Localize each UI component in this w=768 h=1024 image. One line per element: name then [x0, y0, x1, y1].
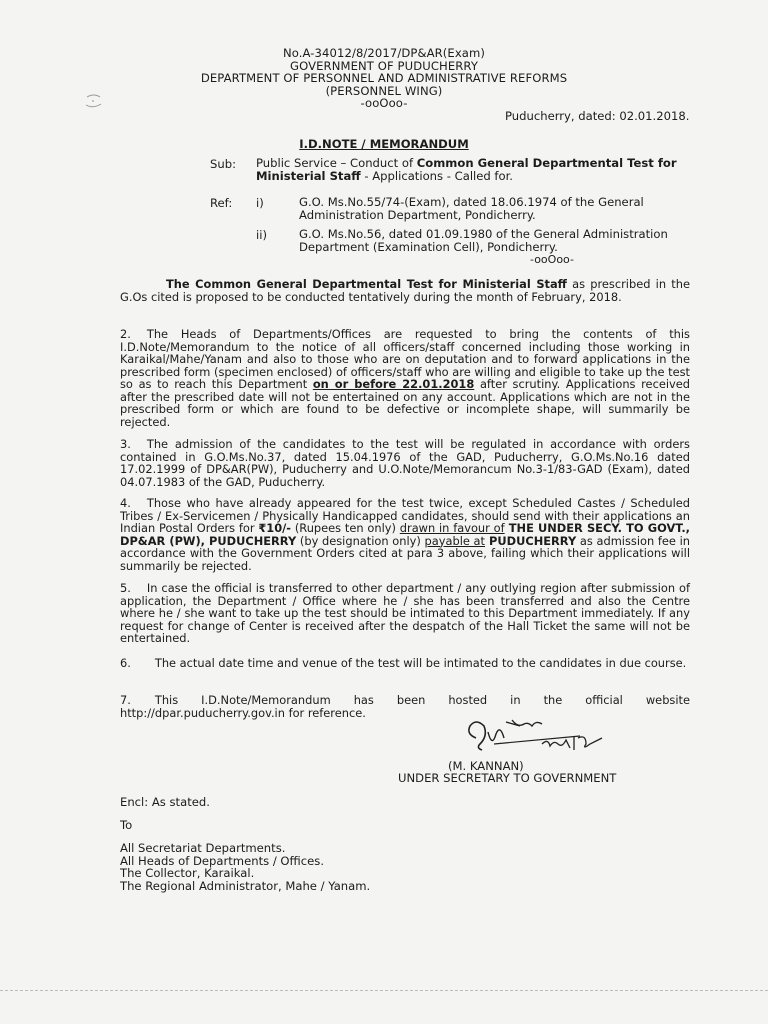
recipient-item: The Regional Administrator, Mahe / Yanam. [120, 878, 371, 893]
reference-number-2: ii) [256, 228, 267, 242]
recipient-item: All Secretariat Departments. [120, 841, 286, 855]
application-deadline: on or before 22.01.2018 [312, 377, 475, 391]
government-name: GOVERNMENT OF PUDUCHERRY [289, 58, 479, 73]
reference-label: Ref: [210, 196, 233, 210]
department-name: DEPARTMENT OF PERSONNEL AND ADMINISTRATIVE REFORMS [200, 71, 568, 86]
date-line: Puducherry, dated: 02.01.2018. [505, 109, 690, 123]
signatory-designation: UNDER SECRETARY TO GOVERNMENT [398, 771, 617, 785]
subject-title: Common General Departmental Test for Ministerial Staff [256, 156, 677, 183]
subject-label: Sub: [210, 157, 236, 171]
scan-edge-line [0, 990, 768, 992]
reference-number: No.A-34012/8/2017/DP&AR(Exam) [282, 46, 486, 60]
recipient-item: All Heads of Departments / Offices. [120, 853, 325, 868]
document-title: I.D.NOTE / MEMORANDUM [299, 137, 469, 151]
letterhead [0, 47, 768, 110]
enclosure-note: Encl: As stated. [120, 795, 210, 809]
paragraph-2: 2. The Heads of Departments/Offices are requested to bring the contents of this I.D.Note/Memorandum to the notice of all officers/staff concerned including those working in Karaikal/Mahe/Yanam and also to those who are on deputation and to forward applications in the prescribed form (specimen enclosed) of officers/staff who are willing and eligible to take up the test so as to reach this Department on or before 22.01.2018 after scrutiny. Applications received after the prescribed date will not be entertained on any account. Applications which are not in the prescribed form or which are found to be defective or incomplete shape, will summarily be rejected. [120, 327, 690, 429]
wing-name: (PERSONNEL WING) [325, 83, 443, 98]
reference-text-2: G.O. Ms.No.56, dated 01.09.1980 of the General Administration Department (Examination Cell), Pondicherry. [299, 227, 668, 254]
subject-text: Public Service – Conduct of Common General Departmental Test for Ministerial Staff - Applications - Called for. [256, 156, 677, 183]
paragraph-5: 5. In case the official is transferred to other department / any outlying region after submission of application, the Department / Office where he / she has been transferred and also the Centre where he / she want to take up the test should be intimated to this Department immediately. If any request for change of Center is received after the despatch of the Hall Ticket the same will not be entertained. [120, 581, 690, 645]
signatory-name: (M. KANNAN) [448, 759, 524, 773]
paragraph-1: The Common General Departmental Test for Ministerial Staff as prescribed in the G.Os cited is proposed to be conducted tentatively during the month of February, 2018. [120, 277, 690, 304]
header-separator: -ooOoo- [360, 96, 408, 111]
fee-amount: ₹10/- [258, 521, 292, 535]
paragraph-3: 3. The admission of the candidates to the test will be regulated in accordance with orders contained in G.O.Ms.No.37, dated 15.04.1976 of the GAD, Puducherry, G.O.Ms.No.16 dated 17.02.1999 of DP&AR(PW), Puducherry and U.O.Note/Memorancum No.3-1/83-GAD (Exam), dated 04.07.1983 of the GAD, Puducherry. [120, 437, 690, 489]
recipient-item: The Collector, Karaikal. [120, 866, 255, 881]
reference-separator: -ooOoo- [530, 253, 574, 266]
payee-name: THE UNDER SECY. TO GOVT., DP&AR (PW), PUDUCHERRY [120, 521, 691, 548]
to-label: To [120, 818, 133, 832]
recipient-list [120, 842, 370, 892]
reference-number-1: i) [256, 196, 264, 210]
handwritten-signature [462, 714, 612, 762]
reference-text-1: G.O. Ms.No.55/74-(Exam), dated 18.06.1974 of the General Administration Department, Pondicherry. [299, 195, 644, 222]
paragraph-4: 4. Those who have already appeared for the test twice, except Scheduled Castes / Scheduled Tribes / Ex-Servicemen / Physically Handicapped candidates, should send with their applications an Indian Postal Orders for ₹10/- (Rupees ten only) drawn in favour of THE UNDER SECY. TO GOVT., DP&AR (PW), PUDUCHERRY (by designation only) payable at PUDUCHERRY as admission fee in accordance with the Government Orders cited at para 3 above, failing which their applications will summarily be rejected. [120, 496, 691, 573]
paragraph-7: 7. This I.D.Note/Memorandum has been hosted in the official website http://dpar.puducherry.gov.in for reference. [120, 693, 690, 720]
paragraph-6: 6. The actual date time and venue of the test will be intimated to the candidates in due course. [120, 656, 687, 670]
